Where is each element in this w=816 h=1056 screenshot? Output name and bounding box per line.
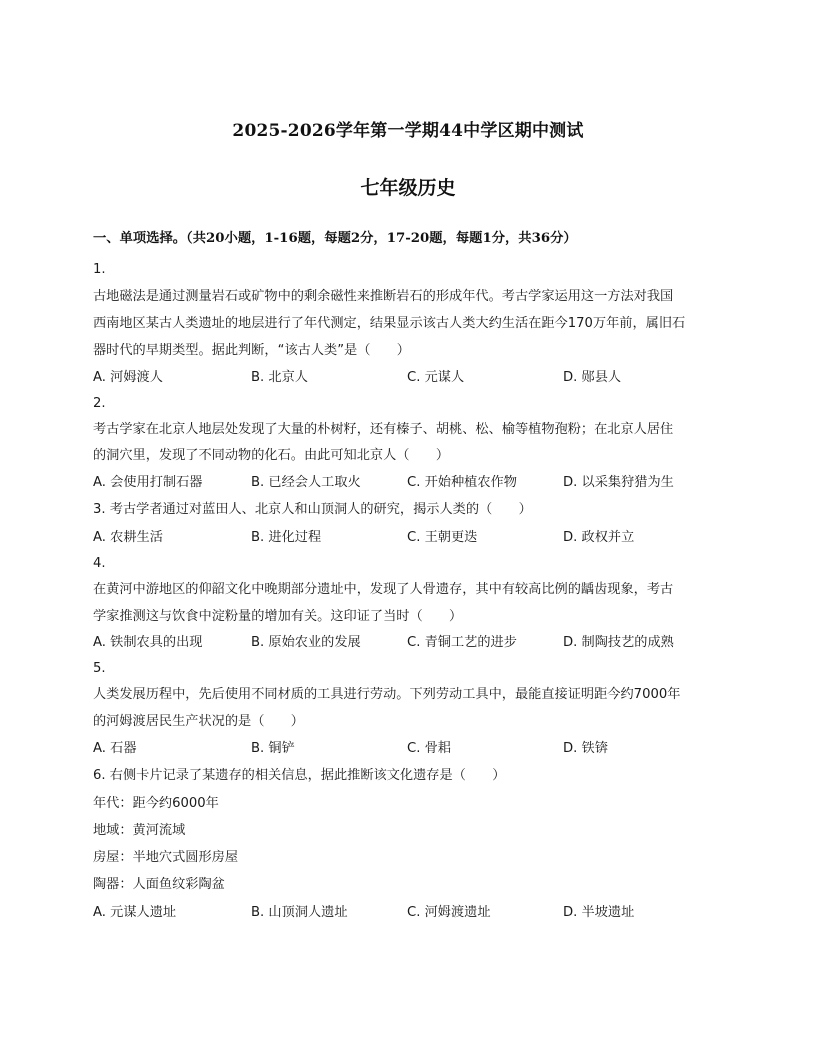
question-6-stem-line: 6. 右侧卡片记录了某遗存的相关信息，据此推断该文化遗存是（ ） [93,768,506,783]
question-5-stem-line: 人类发展历程中，先后使用不同材质的工具进行劳动。下列劳动工具中，最能直接证明距今约7000年 [93,687,681,702]
question-2-option-a[interactable]: A. 会使用打制石器 [93,475,203,490]
question-2-option-b[interactable]: B. 已经会人工取火 [251,475,361,490]
question-1-stem-line: 古地磁法是通过测量岩石或矿物中的剩余磁性来推断岩石的形成年代。考古学家运用这一方法对我国 [93,289,674,304]
question-4-option-c[interactable]: C. 青铜工艺的进步 [407,635,517,650]
question-4-option-b[interactable]: B. 原始农业的发展 [251,635,361,650]
question-5-option-b[interactable]: B. 铜铲 [251,741,295,756]
question-5-option-a[interactable]: A. 石器 [93,741,137,756]
question-1-option-c[interactable]: C. 元谋人 [407,370,465,385]
question-6-option-b[interactable]: B. 山顶洞人遗址 [251,905,348,920]
question-3-option-d[interactable]: D. 政权并立 [563,530,635,545]
question-2-option-d[interactable]: D. 以采集狩猎为生 [563,475,674,490]
exam-title: 2025-2026学年第一学期44中学区期中测试 [232,121,584,141]
question-6-card-line: 年代：距今约6000年 [93,796,219,811]
question-1-option-a[interactable]: A. 河姆渡人 [93,370,163,385]
question-1-option-b[interactable]: B. 北京人 [251,370,308,385]
question-5-option-d[interactable]: D. 铁锛 [563,741,608,756]
question-4-option-a[interactable]: A. 铁制农具的出现 [93,635,203,650]
section-heading: 一、单项选择。（共20小题，1-16题，每题2分，17-20题，每题1分，共36分） [93,231,577,246]
question-2-stem-line: 的洞穴里，发现了不同动物的化石。由此可知北京人（ ） [93,448,450,463]
question-1-option-d[interactable]: D. 郧县人 [563,370,622,385]
question-1-stem-line: 西南地区某古人类遗址的地层进行了年代测定，结果显示该古人类大约生活在距今170万年前，属旧石 [93,316,686,331]
question-2-stem-line: 考古学家在北京人地层处发现了大量的朴树籽，还有榛子、胡桃、松、榆等植物孢粉；在北京人居住 [93,422,674,437]
question-6-option-c[interactable]: C. 河姆渡遗址 [407,905,491,920]
question-4-number: 4. [93,556,106,571]
question-5-stem-line: 的河姆渡居民生产状况的是（ ） [93,714,304,729]
question-6-card-line: 房屋：半地穴式圆形房屋 [93,850,239,865]
question-1-stem-line: 器时代的早期类型。据此判断，“该古人类”是（ ） [93,343,410,358]
question-6-option-a[interactable]: A. 元谋人遗址 [93,905,177,920]
question-4-option-d[interactable]: D. 制陶技艺的成熟 [563,635,674,650]
question-5-option-c[interactable]: C. 骨耜 [407,741,451,756]
question-3-option-c[interactable]: C. 王朝更迭 [407,530,478,545]
question-3-option-b[interactable]: B. 进化过程 [251,530,322,545]
question-4-stem-line: 学家推测这与饮食中淀粉量的增加有关。这印证了当时（ ） [93,609,463,624]
question-6-option-d[interactable]: D. 半坡遗址 [563,905,635,920]
question-1-number: 1. [93,262,106,277]
question-2-option-c[interactable]: C. 开始种植农作物 [407,475,517,490]
question-3-stem-line: 3. 考古学者通过对蓝田人、北京人和山顶洞人的研究，揭示人类的（ ） [93,502,532,517]
question-2-number: 2. [93,396,106,411]
question-4-stem-line: 在黄河中游地区的仰韶文化中晚期部分遗址中，发现了人骨遗存，其中有较高比例的龋齿现象，考古 [93,582,674,597]
question-5-number: 5. [93,661,106,676]
question-6-card-line: 陶器：人面鱼纹彩陶盆 [93,877,225,892]
question-3-option-a[interactable]: A. 农耕生活 [93,530,163,545]
question-6-card-line: 地域：黄河流域 [93,823,186,838]
exam-subject: 七年级历史 [360,177,456,199]
